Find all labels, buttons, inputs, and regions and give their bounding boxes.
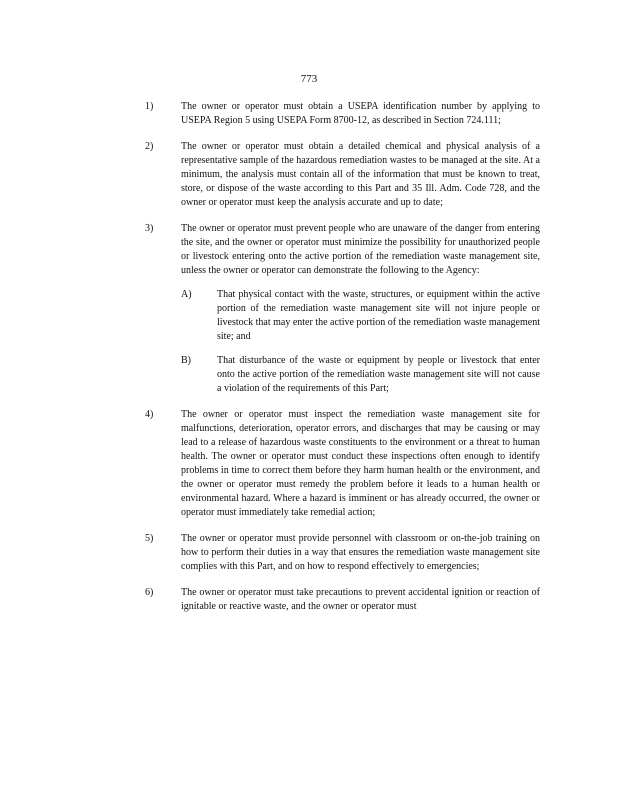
item-number: 2)	[145, 141, 154, 152]
list-item	[145, 408, 540, 520]
list-item	[145, 532, 540, 574]
item-number: 1)	[145, 101, 154, 112]
sub-item-text: That disturbance of the waste or equipment by people or livestock that enter onto the active portion of the remediation waste management site will not cause a violation of the requirements of this Part;	[217, 355, 540, 394]
sub-item	[181, 288, 540, 344]
item-text: The owner or operator must obtain a USEPA identification number by applying to USEPA Region 5 using USEPA Form 8700-12, as described in Section 724.111;	[181, 101, 540, 126]
item-number: 5)	[145, 533, 154, 544]
item-text: The owner or operator must take precautions to prevent accidental ignition or reaction of ignitable or reactive waste, and the owner or operator must	[181, 587, 540, 612]
item-number: 4)	[145, 409, 154, 420]
item-text: The owner or operator must prevent people who are unaware of the danger from entering the site, and the owner or operator must minimize the possibility for unauthorized people or livestock entering onto the active portion of the remediation waste management site, unless the owner or operator can demonstrate the following to the Agency:	[181, 223, 540, 276]
sub-item-letter: A)	[181, 289, 192, 300]
item-number: 3)	[145, 223, 154, 234]
sub-item-text: That physical contact with the waste, structures, or equipment within the active portion of the remediation waste management site will not injure people or livestock that may enter the active portion of the remediation waste management site; and	[217, 289, 540, 342]
item-text: The owner or operator must inspect the remediation waste management site for malfunctions, deterioration, operator errors, and discharges that may be causing or may lead to a release of hazardous waste constituents to the environment or a threat to human health. The owner or operator must conduct these inspections often enough to identify problems in time to correct them before they harm human health or the environment, and the owner or operator must remedy the problem before it leads to a human health or environmental hazard. Where a hazard is imminent or has already occurred, the owner or operator must immediately take remedial action;	[181, 409, 540, 518]
item-text: The owner or operator must obtain a detailed chemical and physical analysis of a representative sample of the hazardous remediation wastes to be managed at the site. At a minimum, the analysis must contain all of the information that must be known to treat, store, or dispose of the waste according to this Part and 35 Ill. Adm. Code 728, and the owner or operator must keep the analysis accurate and up to date;	[181, 141, 540, 208]
list-item	[145, 222, 540, 396]
item-text: The owner or operator must provide personnel with classroom or on-the-job training on how to perform their duties in a way that ensures the remediation waste management site complies with this Part, and on how to respond effectively to emergencies;	[181, 533, 540, 572]
sub-item-letter: B)	[181, 355, 191, 366]
list-item	[145, 100, 540, 128]
requirements-list	[145, 100, 540, 626]
item-number: 6)	[145, 587, 154, 598]
list-item	[145, 140, 540, 210]
page-number: 773	[300, 73, 318, 85]
sub-item	[181, 354, 540, 396]
list-item	[145, 586, 540, 614]
